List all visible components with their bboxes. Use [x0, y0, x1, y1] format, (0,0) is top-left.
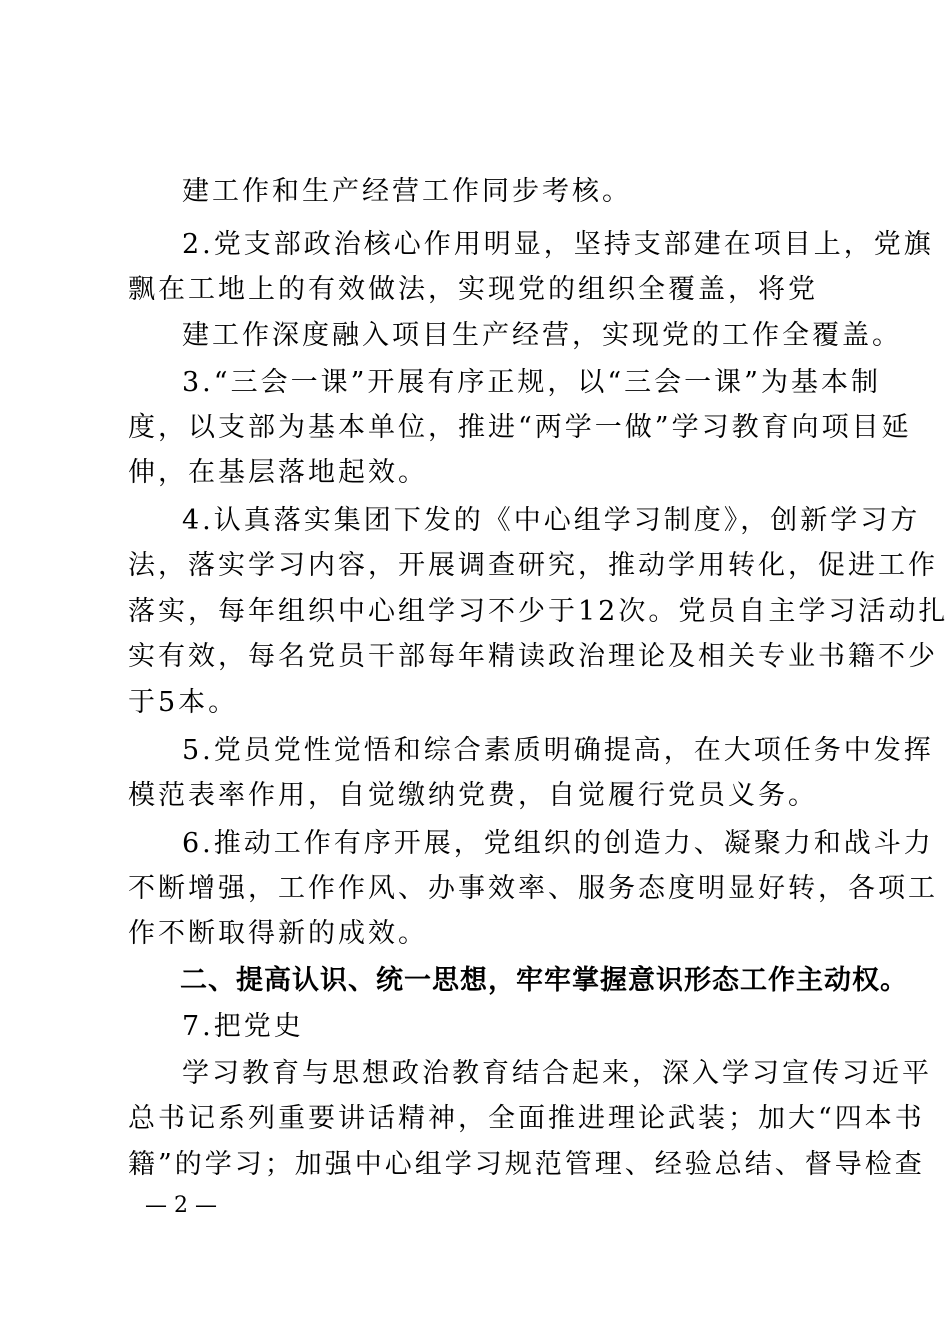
text-line: 5.党员党性觉悟和综合素质明确提高，在大项任务中发挥 — [182, 735, 934, 766]
page-number: — 2 — — [145, 1193, 217, 1218]
text-line: 飘在工地上的有效做法，实现党的组织全覆盖，将党 — [128, 274, 818, 305]
text-line: 度，以支部为基本单位，推进“两学一做”学习教育向项目延 — [128, 412, 912, 443]
text-line: 不断增强，工作作风、办事效率、服务态度明显好转，各项工 — [128, 873, 938, 904]
text-line: 4.认真落实集团下发的《中心组学习制度》，创新学习方 — [182, 505, 921, 536]
text-line: 7.把党史 — [182, 1011, 304, 1042]
section-heading: 二、提高认识、统一思想，牢牢掌握意识形态工作主动权。 — [180, 965, 908, 996]
text-line: 建工作和生产经营工作同步考核。 — [182, 176, 632, 207]
text-line: 于5本。 — [128, 687, 239, 718]
text-line: 建工作深度融入项目生产经营，实现党的工作全覆盖。 — [182, 320, 902, 351]
text-line: 落实，每年组织中心组学习不少于12次。党员自主学习活动扎 — [128, 596, 949, 627]
text-line: 实有效，每名党员干部每年精读政治理论及相关专业书籍不少 — [128, 641, 938, 672]
text-line: 法，落实学习内容，开展调查研究，推动学用转化，促进工作 — [128, 550, 938, 581]
text-line: 学习教育与思想政治教育结合起来，深入学习宣传习近平 — [182, 1058, 932, 1089]
text-line: 总书记系列重要讲话精神，全面推进理论武装；加大“四本书 — [128, 1103, 925, 1134]
text-line: 籍”的学习；加强中心组学习规范管理、经验总结、督导检查 — [128, 1149, 925, 1180]
text-line: 作不断取得新的成效。 — [128, 918, 428, 949]
text-line: 3.“三会一课”开展有序正规，以“三会一课”为基本制 — [182, 367, 881, 398]
text-line: 2.党支部政治核心作用明显，坚持支部建在项目上，党旗 — [182, 229, 934, 260]
text-line: 6.推动工作有序开展，党组织的创造力、凝聚力和战斗力 — [182, 828, 934, 859]
text-line: 模范表率作用，自觉缴纳党费，自觉履行党员义务。 — [128, 780, 818, 811]
text-line: 伸，在基层落地起效。 — [128, 457, 428, 488]
